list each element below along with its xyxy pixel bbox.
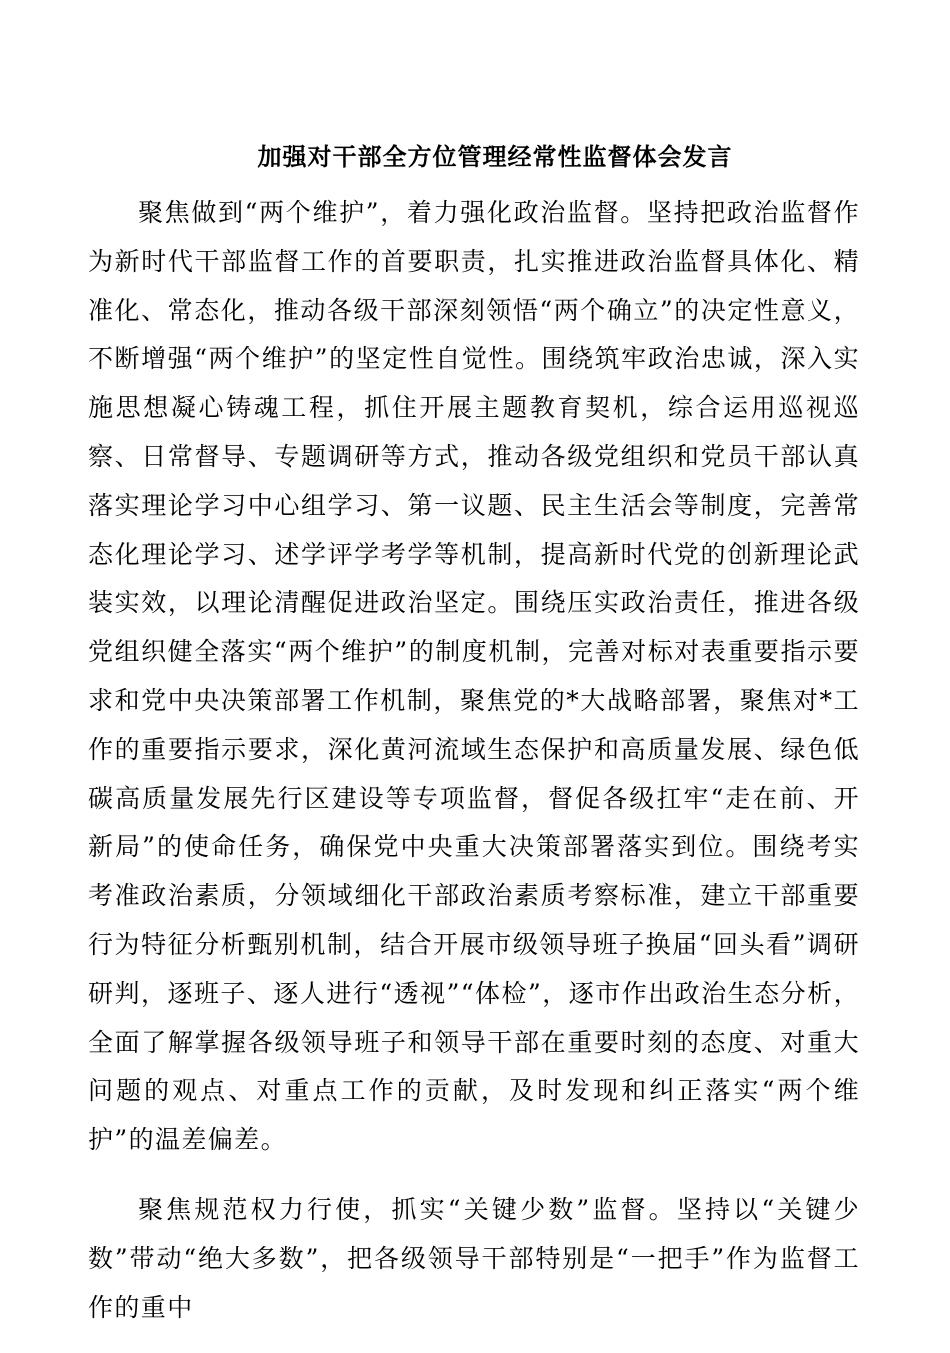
paragraph-key-minority-supervision: 聚焦规范权力行使，抓实“关键少数”监督。坚持以“关键少数”带动“绝大多数”，把各级领导干部特别是“一把手”作为监督工作的重中 xyxy=(88,1194,860,1322)
document-title: 加强对干部全方位管理经常性监督体会发言 xyxy=(257,142,733,171)
paragraph-political-supervision: 聚焦做到“两个维护”，着力强化政治监督。坚持把政治监督作为新时代干部监督工作的首要职责，扎实推进政治监督具体化、精准化、常态化，推动各级干部深刻领悟“两个确立”的决定性意义，不断增强“两个维护”的坚定性自觉性。围绕筑牢政治忠诚，深入实施思想凝心铸魂工程，抓住开展主题教育契机，综合运用巡视巡察、日常督导、专题调研等方式，推动各级党组织和党员干部认真落实理论学习中心组学习、第一议题、民主生活会等制度，完善常态化理论学习、述学评学考学等机制，提高新时代党的创新理论武装实效，以理论清醒促进政治坚定。围绕压实政治责任，推进各级党组织健全落实“两个维护”的制度机制，完善对标对表重要指示要求和党中央决策部署工作机制，聚焦党的*大战略部署，聚焦对*工作的重要指示要求，深化黄河流域生态保护和高质量发展、绿色低碳高质量发展先行区建设等专项监督，督促各级扛牢“走在前、开新局”的使命任务，确保党中央重大决策部署落实到位。围绕考实考准政治素质，分领域细化干部政治素质考察标准，建立干部重要行为特征分析甄别机制，结合开展市级领导班子换届“回头看”调研研判，逐班子、逐人进行“透视”“体检”，逐市作出政治生态分析，全面了解掌握各级领导班子和领导干部在重要时刻的态度、对重大问题的观点、对重点工作的贡献，及时发现和纠正落实“两个维护”的温差偏差。 xyxy=(88,198,860,1155)
document-body xyxy=(88,189,860,1353)
